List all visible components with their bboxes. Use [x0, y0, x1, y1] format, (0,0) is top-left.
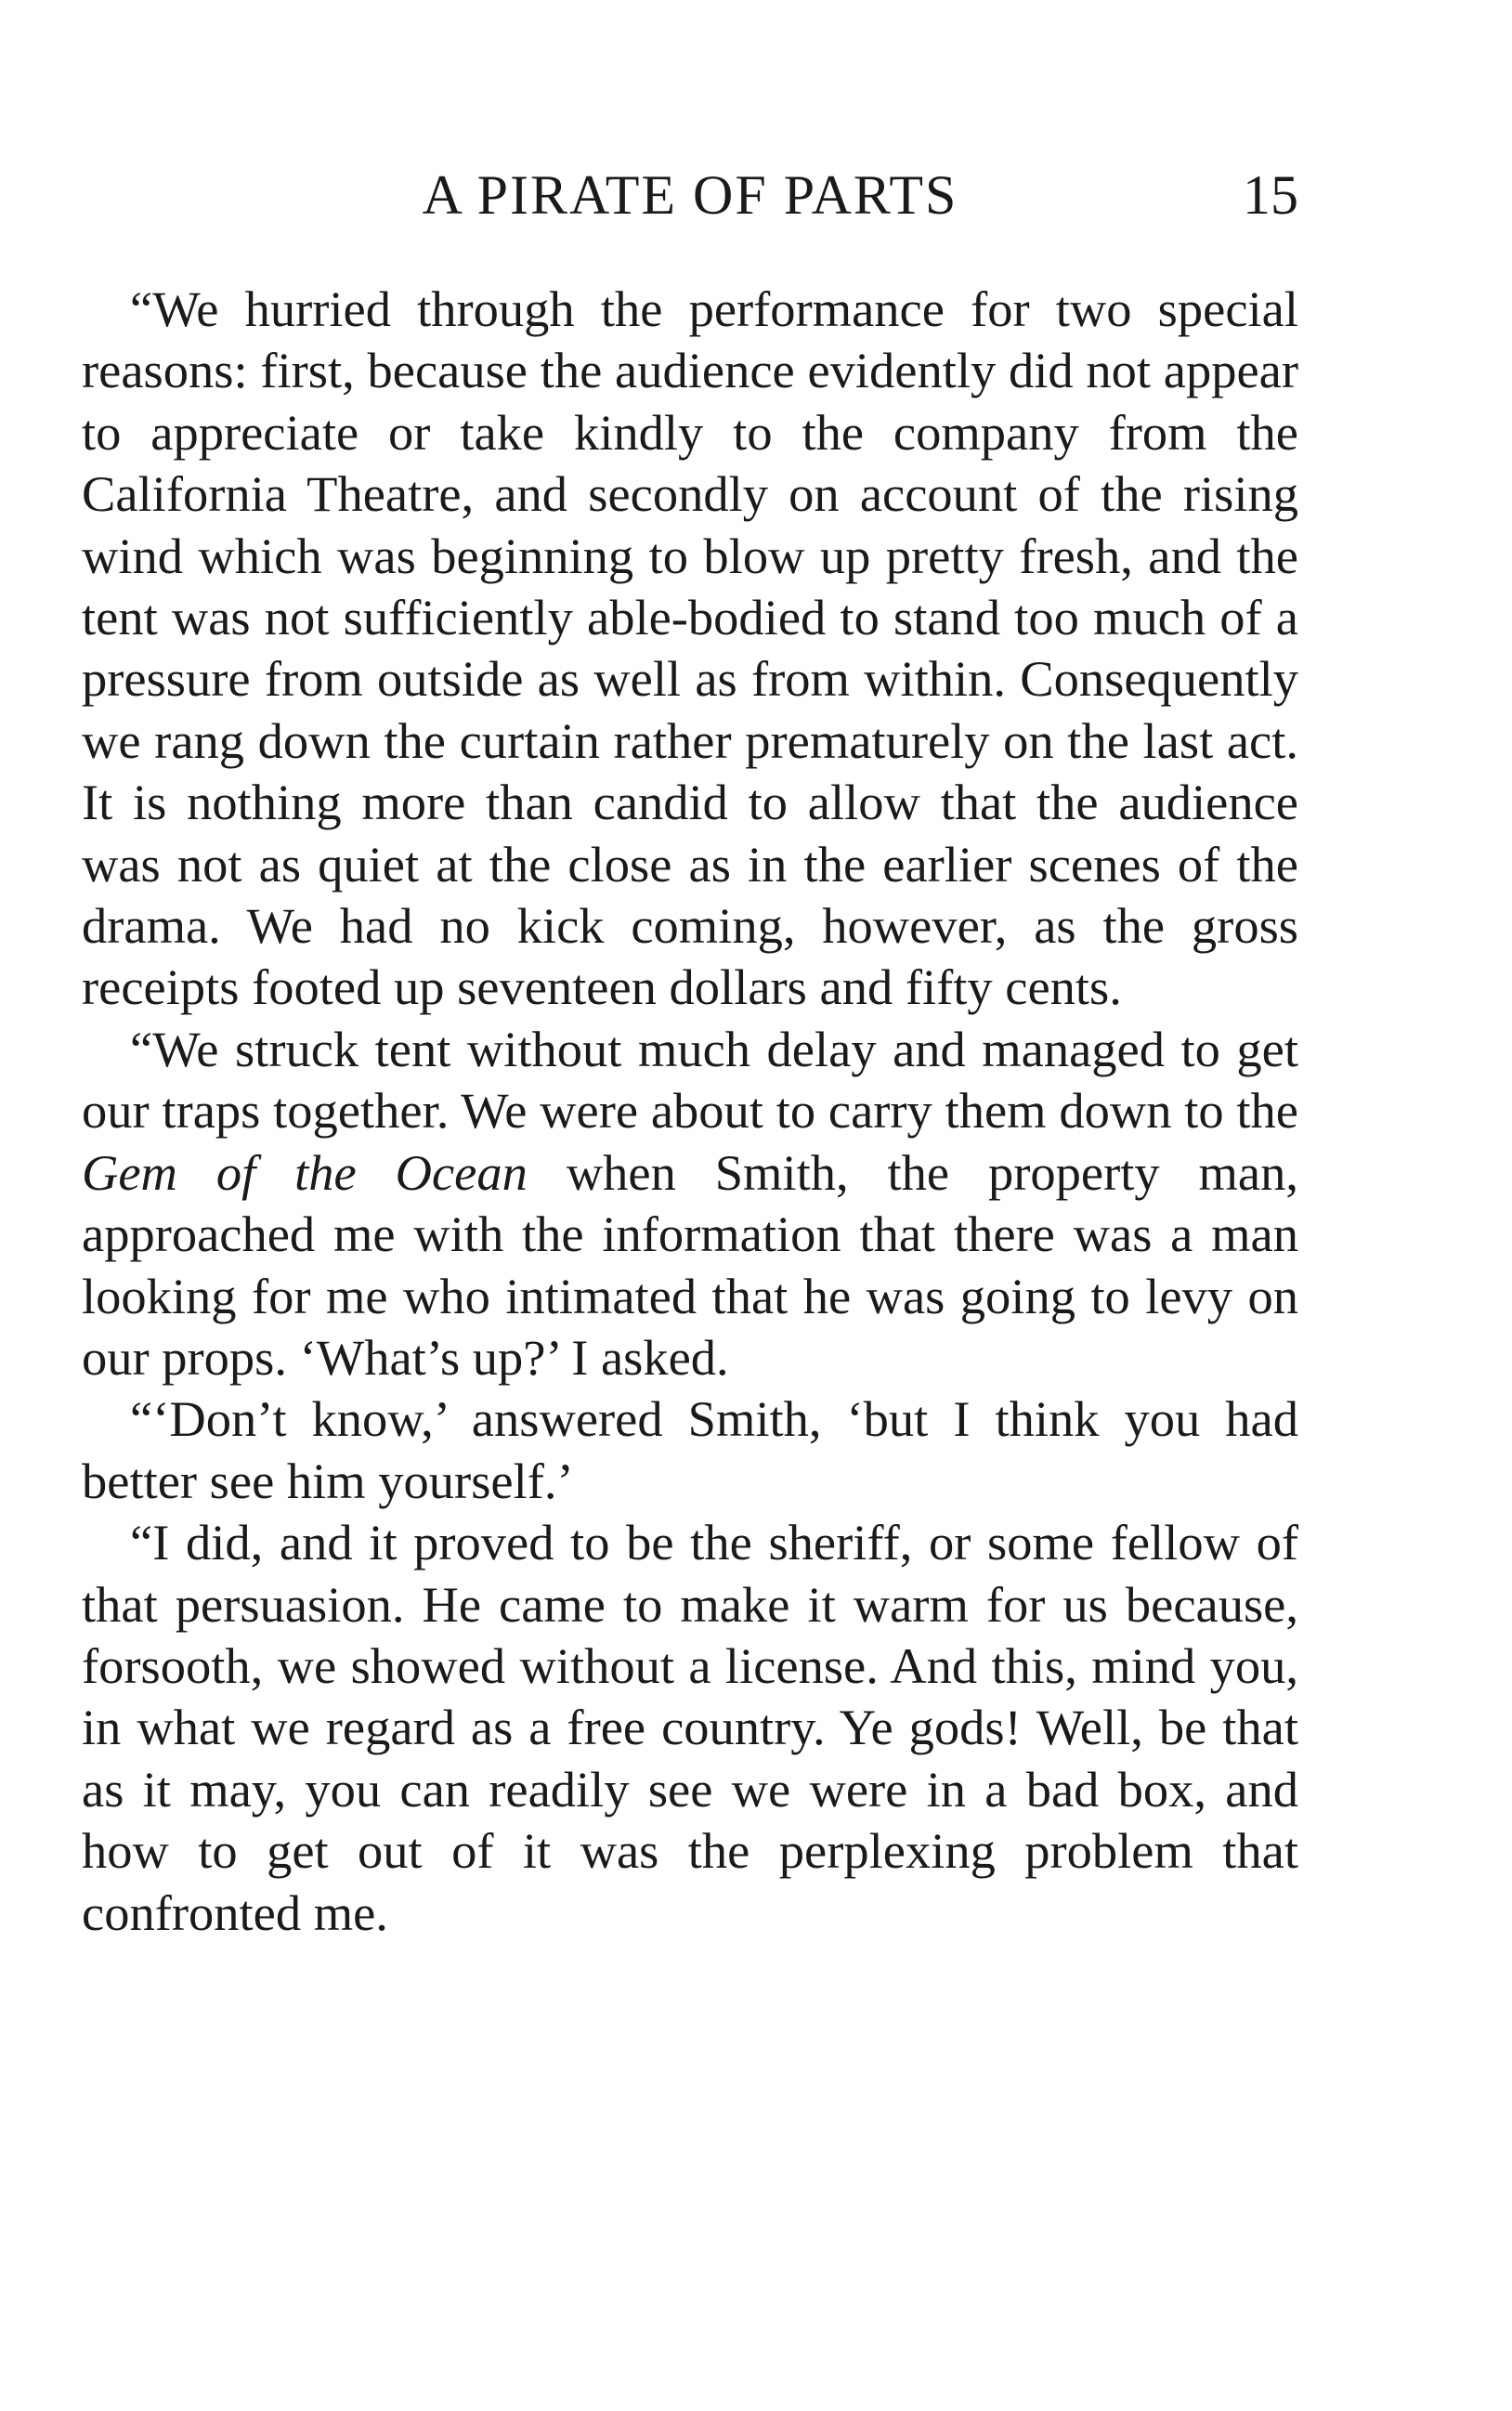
body-text: [82, 279, 1298, 1944]
ship-name-italic: Gem of the Ocean: [82, 1143, 528, 1201]
page-number: 15: [1243, 164, 1298, 226]
running-title: A PIRATE OF PARTS: [422, 164, 958, 226]
paragraph-1: “We hurried through the performance for two special reasons: first, because the audience evidently did not appear to appreciate or take kindly to the company from the California Theatre, and secondly on account of the rising wind which was beginning to blow up pretty fresh, and the tent was not sufficiently able-bodied to stand too much of a pressure from outside as well as from within. Consequently we rang down the curtain rather prematurely on the last act. It is nothing more than candid to allow that the audience was not as quiet at the close as in the earlier scenes of the drama. We had no kick coming, however, as the gross receipts footed up seventeen dollars and fifty cents.: [82, 280, 1298, 1016]
running-head: [82, 158, 1298, 232]
paragraph-2-text-start: “We struck tent without much delay and managed to get our traps together. We were about to carry them down to the: [82, 1020, 1298, 1140]
paragraph-2-text-end: when Smith, the property man, approached me with the information that there was a man looking for me who intimated that he was going to levy on our props. ‘What’s up?’ I asked.: [82, 1143, 1298, 1386]
paragraph-2: [82, 1019, 1298, 1388]
paragraph-3: “‘Don’t know,’ answered Smith, ‘but I think you had better see him yourself.’: [82, 1390, 1298, 1509]
paragraph-4: “I did, and it proved to be the sheriff, or some fellow of that persuasion. He came to make it warm for us because, forsooth, we showed without a license. And this, mind you, in what we regard as a free country. Ye gods! Well, be that as it may, you can readily see we were in a bad box, and how to get out of it was the perplexing problem that confronted me.: [82, 1514, 1298, 1941]
